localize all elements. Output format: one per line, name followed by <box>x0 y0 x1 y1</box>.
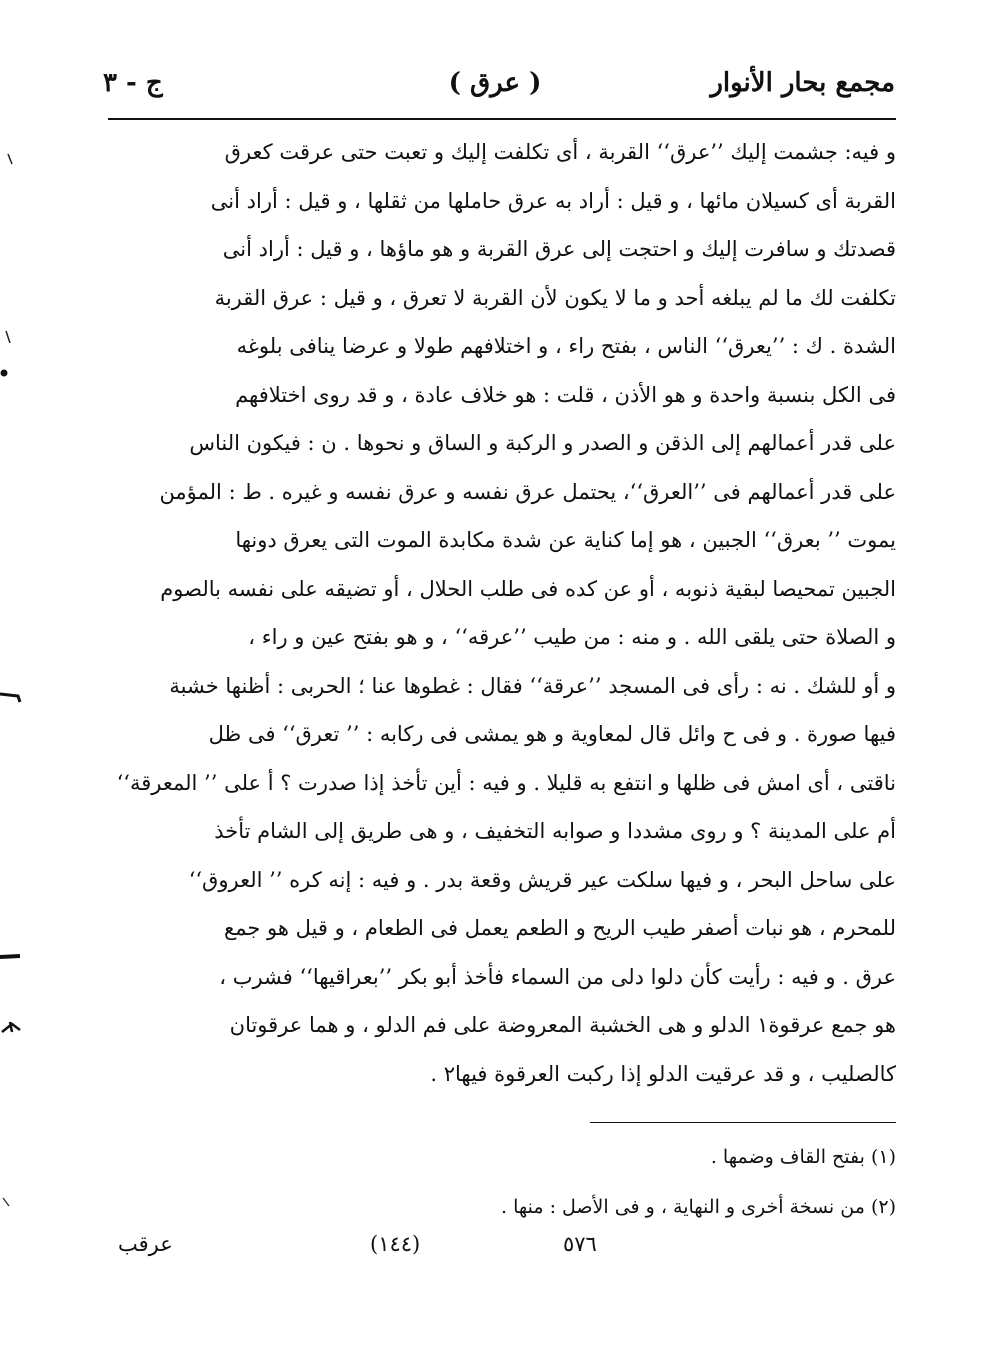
catchword: عرقب <box>118 1232 173 1256</box>
leaf-number: (١٤٤) <box>370 1232 421 1256</box>
footnote-2: (٢) من نسخة أخرى و النهاية ، و فى الأصل : منها . <box>501 1196 896 1218</box>
text-line: الشدة . ك : ’’يعرق‘‘ الناس ، بفتح راء ، و اختلافهم طولا و عرضا ينافى بلوغه <box>236 334 896 358</box>
text-line: يموت ’’ بعرق‘‘ الجبين ، هو إما كناية عن شدة مكابدة الموت التى يعرق دونها <box>235 528 896 552</box>
text-line: أم على المدينة ؟ و روى مشددا و صوابه التخفيف ، و هى طريق إلى الشام تأخذ <box>214 819 896 843</box>
volume-label: ج - ٣ <box>103 68 163 98</box>
book-title: مجمع بحار الأنوار <box>710 68 895 98</box>
margin-mark-icon <box>0 1020 22 1034</box>
text-line: القربة أى كسيلان مائها ، و قيل : أراد به عرق حاملها من ثقلها ، و قيل : أراد أنى <box>210 188 896 213</box>
header-rule <box>108 118 896 120</box>
footnote-rule <box>590 1122 896 1123</box>
text-line: و أو للشك . نه : رأى فى المسجد ’’عرقة‘‘ فقال : غطوها عنا ؛ الحربى : أظنها خشبة <box>169 673 896 698</box>
page-number: ٥٧٦ <box>563 1232 597 1256</box>
margin-mark-icon <box>0 950 22 964</box>
entry-heading: ( عرق ) <box>448 68 542 98</box>
margin-mark-icon <box>0 330 22 344</box>
text-line: كالصليب ، و قد عرقيت الدلو إذا ركبت العرقوة فيها٢ . <box>430 1061 896 1086</box>
footnote-1: (١) بفتح القاف وضمها . <box>710 1146 896 1168</box>
text-line: تكلفت لك ما لم يبلغه أحد و ما لا يكون لأن القربة لا تعرق ، و قيل : عرق القربة <box>214 285 896 310</box>
text-line: للمحرم ، هو نبات أصفر طيب الريح و الطعم يعمل فى الطعام ، و قيل هو جمع <box>224 916 896 940</box>
text-line: عرق . و فيه : رأيت كأن دلوا دلى من السماء فأخذ أبو بكر ’’بعراقيها‘‘ فشرب ، <box>219 964 896 989</box>
text-line: الجبين تمحيصا لبقية ذنوبه ، أو عن كده فى طلب الحلال ، أو تضيقه على نفسه بالصوم <box>160 576 896 601</box>
text-line: فى الكل بنسبة واحدة و هو الأذن ، قلت : هو خلاف عادة ، و قد روى اختلافهم <box>235 382 896 407</box>
text-line: هو جمع عرقوة١ الدلو و هى الخشبة المعروضة على فم الدلو ، و هما عرقوتان <box>229 1013 896 1037</box>
footnotes <box>108 1132 896 1232</box>
margin-mark-icon <box>0 366 22 380</box>
page-footer <box>108 1232 908 1272</box>
text-line: فيها صورة . و فى ح وائل قال لمعاوية و هو يمشى فى ركابه : ’’ تعرق‘‘ فى ظل <box>208 722 896 746</box>
text-line: على ساحل البحر ، و فيها سلكت عير قريش وقعة بدر . و فيه : إنه كره ’’ العروق‘‘ <box>188 867 896 892</box>
text-line: على قدر أعمالهم فى ’’العرق‘‘، يحتمل عرق نفسه و عرق نفسه و غيره . ط : المؤمن <box>159 479 896 504</box>
text-line: ناقتى ، أى امش فى ظلها و انتفع به قليلا . و فيه : أين تأخذ إذا صدرت ؟ أ على ’’ المعرقة‘‘ <box>116 770 896 795</box>
margin-mark-icon <box>0 152 22 166</box>
text-line: على قدر أعمالهم إلى الذقن و الصدر و الركبة و الساق و نحوها . ن : فيكون الناس <box>189 431 896 455</box>
running-header <box>95 58 895 108</box>
margin-mark-icon <box>0 690 22 704</box>
text-line: قصدتك و سافرت إليك و احتجت إلى عرق القربة و هو ماؤها ، و قيل : أراد أنى <box>222 237 896 261</box>
margin-mark-icon <box>0 1196 22 1210</box>
main-text <box>108 128 896 1098</box>
text-line: و فيه: جشمت إليك ’’عرق‘‘ القربة ، أى تكلفت إليك و تعبت حتى عرقت كعرق <box>224 140 896 164</box>
text-line: و الصلاة حتى يلقى الله . و منه : من طيب ’’عرقه‘‘ ، و هو بفتح عين و راء ، <box>248 625 896 649</box>
